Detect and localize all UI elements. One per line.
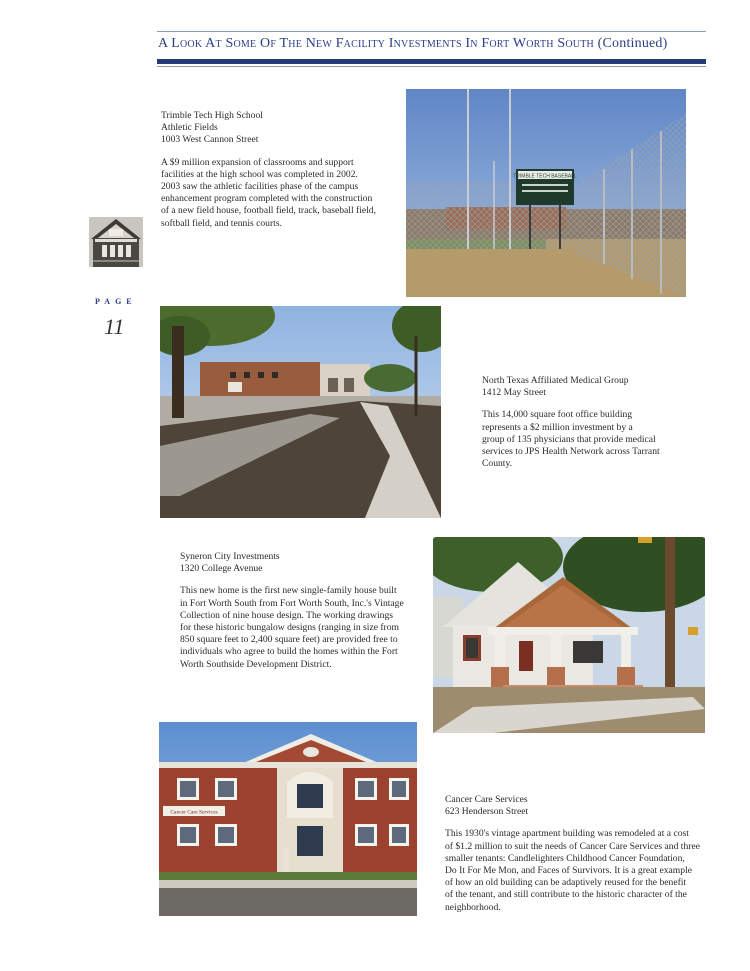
project-trimble-tech [161, 110, 376, 230]
project-address: 1320 College Avenue [180, 563, 263, 575]
page-title-main: A Look At Some Of The New Facility Investments In Fort Worth South [158, 36, 594, 51]
header-bottom-rule [157, 66, 706, 67]
header-thick-rule [157, 59, 706, 64]
project-cancer-care [445, 794, 700, 914]
project-north-texas-medical [482, 375, 660, 470]
project-name: Cancer Care Services [445, 794, 528, 805]
project-body-line: smaller tenants: Candlelighters Childhood Cancer Foundation, [445, 852, 685, 864]
project-body-line: This 1930's vintage apartment building was remodeled at a cost [445, 828, 689, 840]
project-body-line: This 14,000 square foot office building [482, 409, 633, 421]
project-body-line: in Fort Worth South from Fort Worth South, Inc.'s Vintage [180, 597, 404, 609]
project-body-line: softball field, and tennis courts. [161, 217, 282, 229]
project-body-line: facilities at the high school was completed in 2002. [161, 168, 358, 180]
project-body-line: for these historic bungalow designs (ranging in size from [180, 622, 400, 634]
project-syneron-city [180, 551, 404, 671]
trimble-tech-field-photo [406, 89, 686, 297]
project-address: 623 Henderson Street [445, 806, 529, 818]
project-body-line: of the tenant, and still contribute to the historic character of the [445, 889, 687, 901]
project-name: North Texas Affiliated Medical Group [482, 375, 629, 386]
bungalow-house-photo [433, 537, 705, 733]
project-body-line: 2003 saw the athletic facilities phase of the campus [161, 181, 359, 193]
project-body-line: Do It For Me Mon, and Faces of Survivors. It is a great example [445, 865, 692, 877]
project-name: Trimble Tech High School [161, 110, 263, 121]
building-facade-thumbnail [89, 217, 143, 267]
project-body-line: neighborhood. [445, 901, 501, 913]
project-body-line: of a new field house, football field, track, baseball field, [161, 205, 376, 217]
medical-group-building-photo [160, 306, 441, 518]
project-body-line: of $1.2 million to suit the needs of Cancer Care Services and three [445, 840, 700, 852]
cancer-care-building-photo [159, 722, 417, 916]
project-body-line: represents a $2 million investment by a [482, 421, 633, 433]
project-body-line: group of 135 physicians that provide medical [482, 433, 656, 445]
project-body-line: individuals who agree to build the homes within the Fort [180, 646, 398, 658]
project-name: Syneron City Investments [180, 551, 280, 562]
page-title [158, 36, 718, 52]
project-body-line: services to JPS Health Network across Tarrant [482, 446, 660, 458]
page-number: 11 [104, 314, 125, 339]
project-body-line: A $9 million expansion of classrooms and support [161, 156, 354, 168]
project-body-line: of how an old building can be adaptively reused for the benefit [445, 877, 687, 889]
header-top-rule [157, 31, 706, 32]
project-body-line: Worth Southside Development District. [180, 658, 332, 670]
scoreboard-text: TRIMBLE TECH BASEBALL [513, 173, 577, 180]
project-body-line: Collection of nine house design. The working drawings [180, 609, 393, 621]
project-subtitle: Athletic Fields [161, 122, 218, 134]
project-body-line: enhancement program completed with the construction [161, 193, 373, 205]
project-body-line: County. [482, 458, 513, 470]
project-address: 1412 May Street [482, 387, 546, 399]
building-sign-text: Cancer Care Services [170, 809, 218, 816]
project-body-line: This new home is the first new single-family house built [180, 585, 397, 597]
page-title-suffix: (Continued) [597, 36, 668, 51]
page-label: PAGE [95, 297, 137, 306]
project-address: 1003 West Cannon Street [161, 134, 259, 146]
project-body-line: 850 square feet to 2,400 square feet) are provided free to [180, 634, 398, 646]
